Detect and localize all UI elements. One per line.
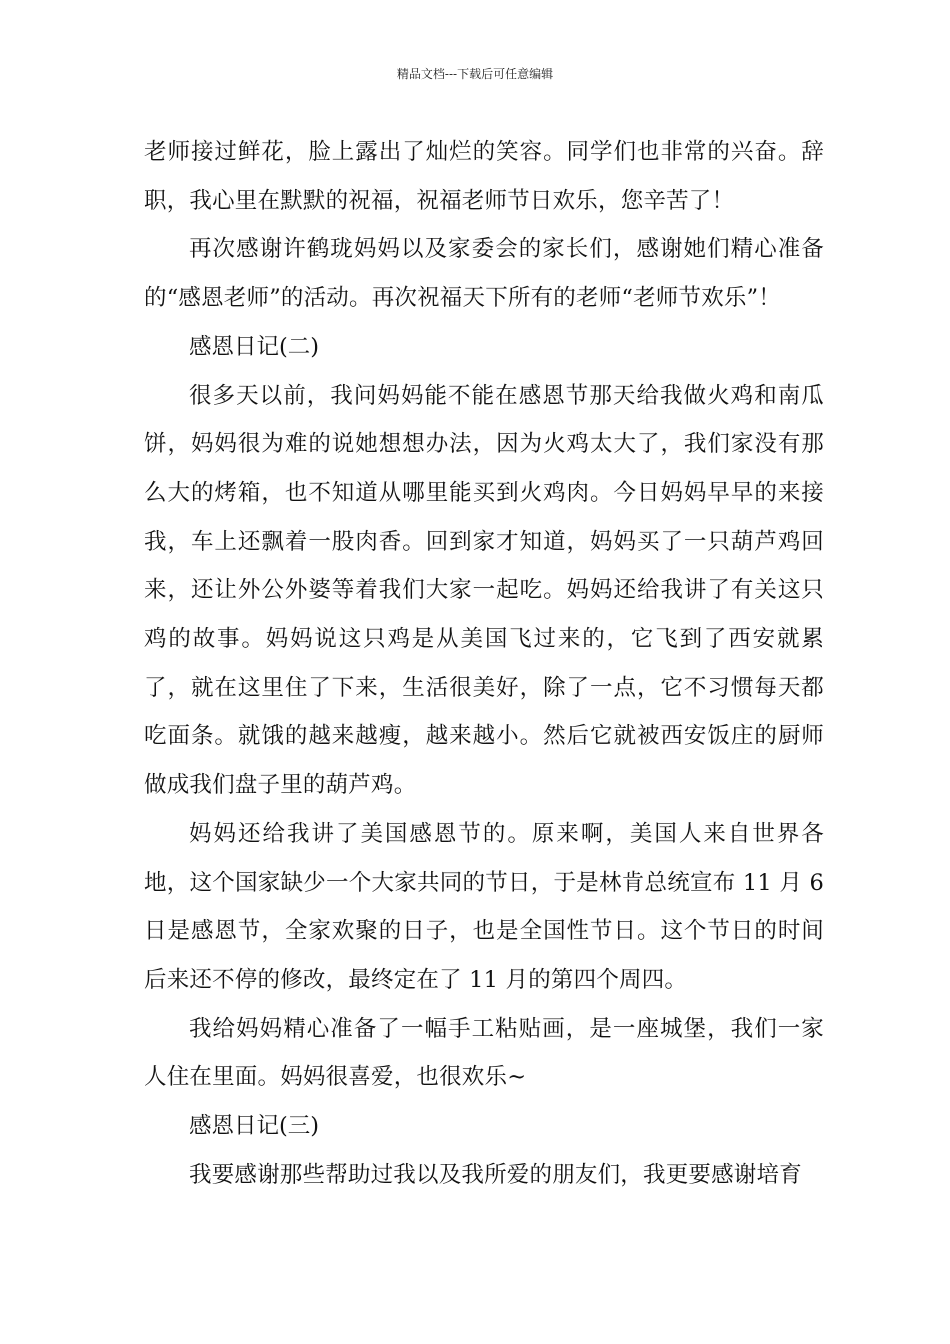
- paragraph-6: 我要感谢那些帮助过我以及我所爱的朋友们，我更要感谢培育: [189, 1161, 802, 1188]
- paragraph-2: 再次感谢许鹤珑妈妈以及家委会的家长们，感谢她们精心准备的“感恩老师”的活动。再次祝福天下所有的老师“老师节欢乐”！: [144, 236, 824, 312]
- paragraph-4: 妈妈还给我讲了美国感恩节的。原来啊，美国人来自世界各地，这个国家缺少一个大家共同的节日，于是林肯总统宣布 11 月 6 日是感恩节，全家欢聚的日子，也是全国性节日。这个节日的时间后来还不停的修改，最终定在了 11 月的第四个周四。: [144, 820, 824, 993]
- document-body: [144, 128, 824, 1199]
- page-header: 精品文档---下载后可任意编辑: [396, 67, 554, 81]
- paragraph-1: 老师接过鲜花，脸上露出了灿烂的笑容。同学们也非常的兴奋。辞职，我心里在默默的祝福，祝福老师节日欢乐，您辛苦了！: [144, 139, 824, 214]
- paragraph-5: 我给妈妈精心准备了一幅手工粘贴画，是一座城堡，我们一家人住在里面。妈妈很喜爱，也很欢乐~: [144, 1015, 824, 1091]
- section-heading-2: 感恩日记(二): [189, 333, 320, 360]
- paragraph-3: 很多天以前，我问妈妈能不能在感恩节那天给我做火鸡和南瓜饼，妈妈很为难的说她想想办法，因为火鸡太大了，我们家没有那么大的烤箱，也不知道从哪里能买到火鸡肉。今日妈妈早早的来接我，车上还飘着一股肉香。回到家才知道，妈妈买了一只葫芦鸡回来，还让外公外婆等着我们大家一起吃。妈妈还给我讲了有关这只鸡的故事。妈妈说这只鸡是从美国飞过来的，它飞到了西安就累了，就在这里住了下来，生活很美好，除了一点，它不习惯每天都吃面条。就饿的越来越瘦，越来越小。然后它就被西安饭庄的厨师做成我们盘子里的葫芦鸡。: [144, 382, 824, 799]
- section-heading-3: 感恩日记(三): [189, 1113, 320, 1140]
